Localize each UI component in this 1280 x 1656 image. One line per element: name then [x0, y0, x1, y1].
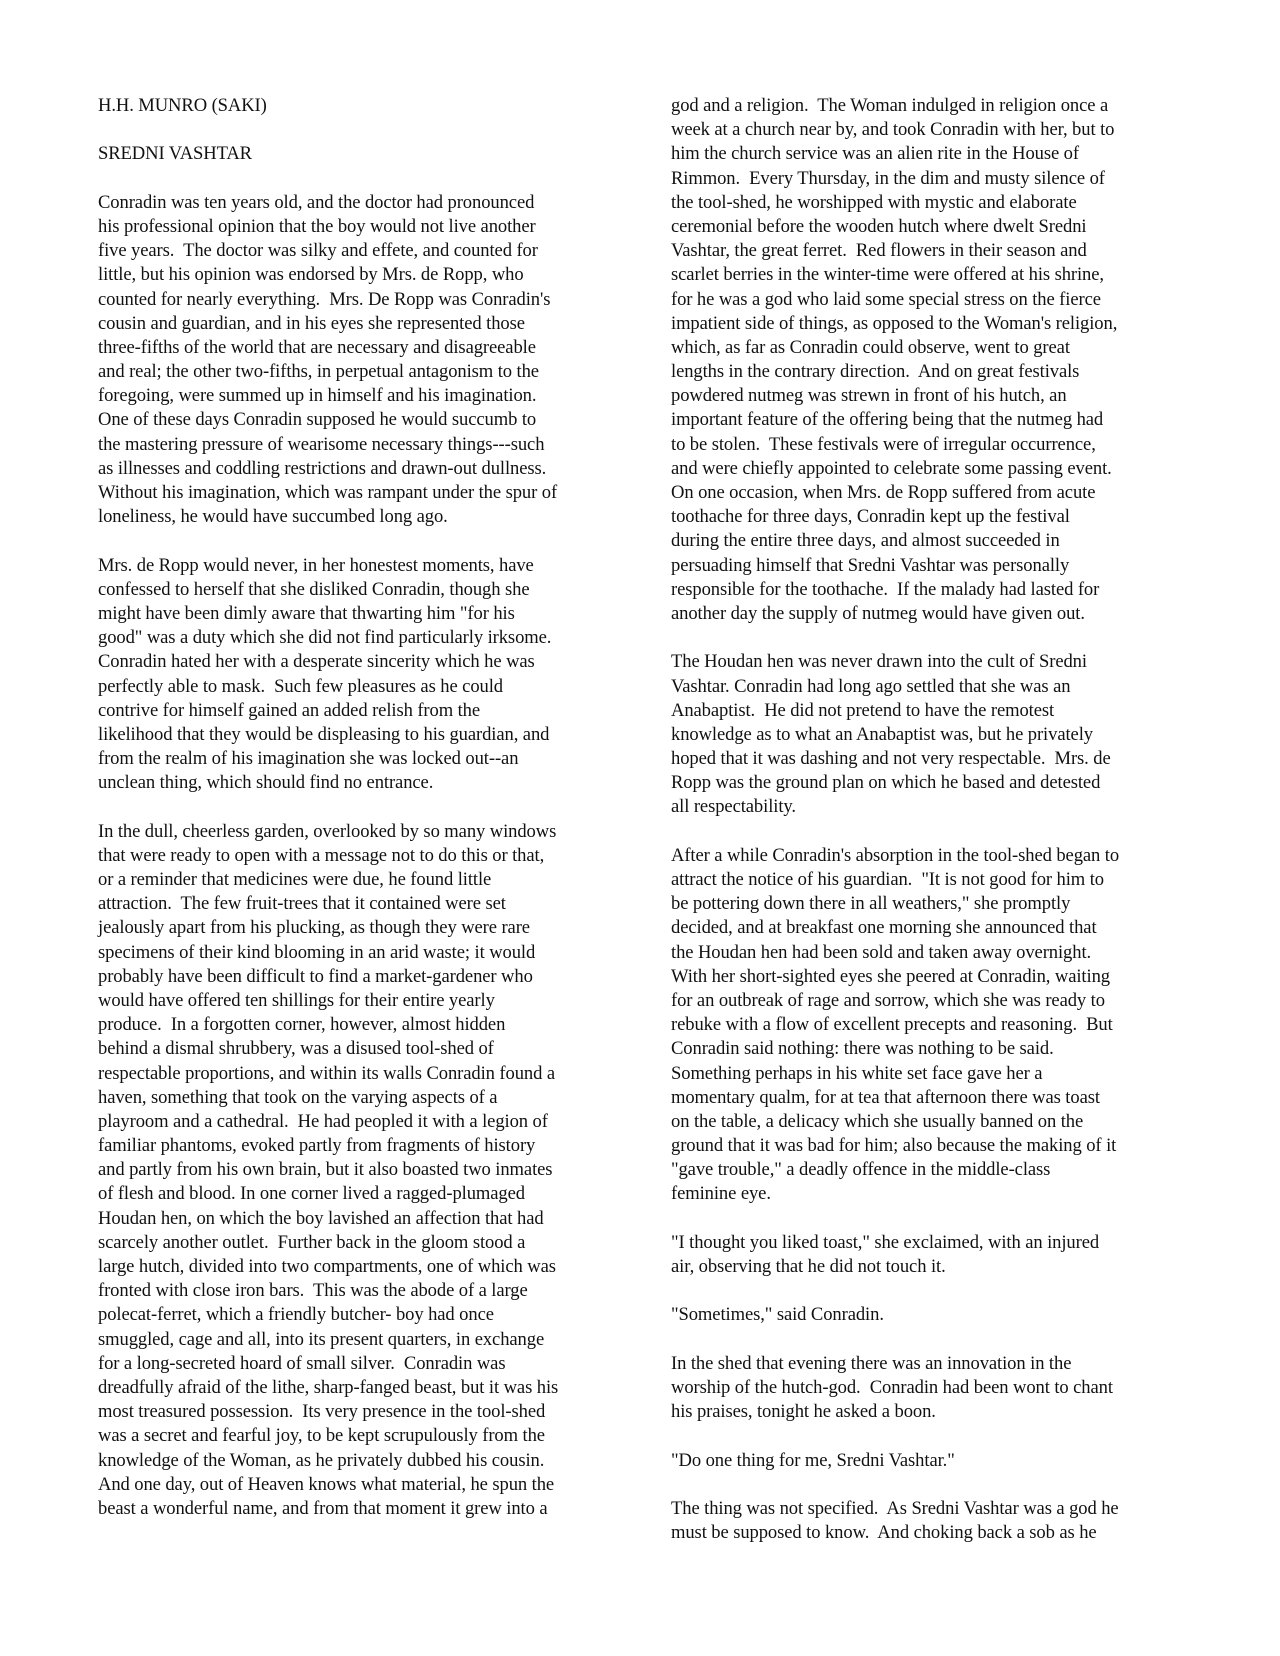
text-line: and partly from his own brain, but it also boasted two inmates: [98, 1159, 553, 1181]
paragraph: [671, 1497, 1191, 1545]
paragraph: [671, 650, 1191, 819]
text-line: on the table, a delicacy which she usually banned on the: [671, 1110, 1084, 1132]
text-line: decided, and at breakfast one morning she announced that: [671, 917, 1097, 939]
text-line: to be stolen. These festivals were of irregular occurrence,: [671, 433, 1096, 455]
text-line: One of these days Conradin supposed he would succumb to: [98, 409, 537, 431]
text-line: scarlet berries in the winter-time were offered at his shrine,: [671, 264, 1104, 286]
text-line: the tool-shed, he worshipped with mystic and elaborate: [671, 191, 1077, 213]
paragraph: [98, 820, 628, 1521]
text-line: ground that it was bad for him; also because the making of it: [671, 1135, 1117, 1157]
text-line: must be supposed to know. And choking back a sob as he: [671, 1522, 1097, 1544]
text-line: knowledge of the Woman, as he privately dubbed his cousin.: [98, 1449, 545, 1471]
paragraph-gap: [98, 529, 628, 553]
text-line: "gave trouble," a deadly offence in the middle-class: [671, 1159, 1051, 1181]
text-line: another day the supply of nutmeg would have given out.: [671, 602, 1085, 624]
text-line: feminine eye.: [671, 1183, 771, 1205]
paragraph: [671, 1303, 1191, 1327]
text-line: Vashtar, the great ferret. Red flowers in their season and: [671, 240, 1087, 262]
paragraph-gap: [671, 1328, 1191, 1352]
text-line: the Houdan hen had been sold and taken away overnight.: [671, 941, 1092, 963]
text-line: Anabaptist. He did not pretend to have the remotest: [671, 699, 1055, 721]
text-line: Ropp was the ground plan on which he based and detested: [671, 772, 1101, 794]
text-line: counted for nearly everything. Mrs. De Ropp was Conradin's: [98, 288, 551, 310]
text-line: "Do one thing for me, Sredni Vashtar.": [671, 1449, 955, 1471]
text-line: perfectly able to mask. Such few pleasures as he could: [98, 675, 503, 697]
text-line: polecat-ferret, which a friendly butcher- boy had once: [98, 1304, 494, 1326]
text-line: "Sometimes," said Conradin.: [671, 1304, 884, 1326]
text-line: behind a dismal shrubbery, was a disused tool-shed of: [98, 1038, 494, 1060]
paragraph-gap: [671, 1473, 1191, 1497]
right-column-body: [671, 94, 1191, 1545]
text-line: which, as far as Conradin could observe, went to great: [671, 336, 1070, 358]
text-line: unclean thing, which should find no entrance.: [98, 772, 434, 794]
text-line: impatient side of things, as opposed to the Woman's religion,: [671, 312, 1118, 334]
text-line: all respectability.: [671, 796, 796, 818]
text-line: was a secret and fearful joy, to be kept scrupulously from the: [98, 1425, 545, 1447]
text-line: good" was a duty which she did not find particularly irksome.: [98, 627, 552, 649]
text-line: be pottering down there in all weathers," she promptly: [671, 893, 1071, 915]
paragraph-gap: [671, 1279, 1191, 1303]
paragraph: [671, 1231, 1191, 1279]
text-line: most treasured possession. Its very presence in the tool-shed: [98, 1401, 546, 1423]
text-line: respectable proportions, and within its walls Conradin found a: [98, 1062, 556, 1084]
text-line: would have offered ten shillings for their entire yearly: [98, 989, 495, 1011]
text-line: and were chiefly appointed to celebrate some passing event.: [671, 457, 1112, 479]
text-line: familiar phantoms, evoked partly from fragments of history: [98, 1135, 536, 1157]
paragraph: [671, 1449, 1191, 1473]
text-line: On one occasion, when Mrs. de Ropp suffered from acute: [671, 482, 1096, 503]
text-line: and real; the other two-fifths, in perpetual antagonism to the: [98, 361, 539, 383]
text-line: god and a religion. The Woman indulged in religion once a: [671, 95, 1109, 116]
paragraph-gap: [98, 795, 628, 819]
author-line: H.H. MUNRO (SAKI): [98, 95, 267, 116]
text-line: dreadfully afraid of the lithe, sharp-fanged beast, but it was his: [98, 1376, 559, 1398]
text-line: him the church service was an alien rite in the House of: [671, 143, 1079, 165]
paragraph: [671, 94, 1191, 626]
text-line: persuading himself that Sredni Vashtar was personally: [671, 554, 1070, 576]
text-line: for a long-secreted hoard of small silver. Conradin was: [98, 1352, 506, 1374]
text-line: of flesh and blood. In one corner lived a ragged-plumaged: [98, 1183, 525, 1205]
paragraph: [671, 844, 1191, 1207]
text-line: Conradin hated her with a desperate sincerity which he was: [98, 651, 535, 673]
text-line: important feature of the offering being that the nutmeg had: [671, 409, 1104, 431]
text-line: cousin and guardian, and in his eyes she represented those: [98, 312, 525, 334]
text-line: Something perhaps in his white set face gave her a: [671, 1062, 1043, 1084]
text-line: week at a church near by, and took Conradin with her, but to: [671, 119, 1115, 141]
text-line: ceremonial before the wooden hutch where dwelt Sredni: [671, 215, 1087, 237]
text-line: playroom and a cathedral. He had peopled it with a legion of: [98, 1110, 548, 1132]
text-line: for he was a god who laid some special stress on the fierce: [671, 288, 1101, 310]
text-line: or a reminder that medicines were due, he found little: [98, 869, 492, 890]
text-line: large hutch, divided into two compartments, one of which was: [98, 1256, 556, 1277]
text-line: smuggled, cage and all, into its present quarters, in exchange: [98, 1328, 545, 1350]
text-line: Houdan hen, on which the boy lavished an affection that had: [98, 1207, 544, 1229]
text-line: And one day, out of Heaven knows what material, he spun the: [98, 1473, 555, 1495]
text-line: as illnesses and coddling restrictions and drawn-out dullness.: [98, 457, 547, 479]
text-line: air, observing that he did not touch it.: [671, 1256, 946, 1277]
paragraph: [98, 554, 628, 796]
left-column: [98, 94, 628, 1521]
paragraph-gap: [671, 626, 1191, 650]
text-line: haven, something that took on the varying aspects of a: [98, 1086, 498, 1108]
text-line: his professional opinion that the boy would not live another: [98, 215, 536, 237]
text-line: attraction. The few fruit-trees that it contained were set: [98, 893, 506, 915]
text-line: The thing was not specified. As Sredni Vashtar was a god he: [671, 1497, 1119, 1519]
text-line: powdered nutmeg was strewn in front of his hutch, an: [671, 385, 1067, 407]
text-line: confessed to herself that she disliked Conradin, though she: [98, 578, 530, 600]
text-line: jealously apart from his plucking, as though they were rare: [98, 917, 530, 939]
text-line: Without his imagination, which was rampant under the spur of: [98, 482, 558, 503]
paragraph: [98, 191, 628, 530]
paragraph-gap: [671, 1424, 1191, 1448]
text-line: In the dull, cheerless garden, overlooked by so many windows: [98, 820, 557, 842]
text-line: worship of the hutch-god. Conradin had been wont to chant: [671, 1376, 1113, 1398]
text-line: After a while Conradin's absorption in the tool-shed began to: [671, 844, 1120, 866]
spacer: [98, 118, 628, 142]
text-line: might have been dimly aware that thwarting him "for his: [98, 602, 515, 624]
text-line: the mastering pressure of wearisome necessary things---such: [98, 433, 545, 455]
spacer: [98, 167, 628, 191]
text-line: contrive for himself gained an added relish from the: [98, 699, 481, 721]
text-line: his praises, tonight he asked a boon.: [671, 1401, 936, 1423]
text-line: produce. In a forgotten corner, however, almost hidden: [98, 1014, 506, 1036]
text-line: rebuke with a flow of excellent precepts and reasoning. But: [671, 1014, 1113, 1036]
text-line: responsible for the toothache. If the malady had lasted for: [671, 578, 1100, 600]
text-line: momentary qualm, for at tea that afternoon there was toast: [671, 1086, 1100, 1108]
paragraph-gap: [671, 820, 1191, 844]
text-line: scarcely another outlet. Further back in the gloom stood a: [98, 1231, 526, 1253]
text-line: beast a wonderful name, and from that moment it grew into a: [98, 1497, 548, 1519]
text-line: fronted with close iron bars. This was the abode of a large: [98, 1280, 528, 1302]
text-line: five years. The doctor was silky and effete, and counted for: [98, 240, 538, 262]
text-line: little, but his opinion was endorsed by Mrs. de Ropp, who: [98, 264, 524, 286]
text-line: Conradin was ten years old, and the doctor had pronounced: [98, 191, 535, 213]
text-line: from the realm of his imagination she was locked out--an: [98, 748, 519, 770]
text-line: Conradin said nothing: there was nothing to be said.: [671, 1038, 1054, 1060]
text-line: foregoing, were summed up in himself and his imagination.: [98, 385, 537, 407]
text-line: "I thought you liked toast," she exclaimed, with an injured: [671, 1231, 1100, 1253]
text-line: toothache for three days, Conradin kept up the festival: [671, 506, 1070, 528]
text-line: likelihood that they would be displeasing to his guardian, and: [98, 723, 550, 745]
text-line: hoped that it was dashing and not very respectable. Mrs. de: [671, 748, 1111, 770]
left-column-body: [98, 191, 628, 1521]
text-line: for an outbreak of rage and sorrow, which she was ready to: [671, 989, 1105, 1011]
text-line: Rimmon. Every Thursday, in the dim and musty silence of: [671, 167, 1105, 189]
text-line: In the shed that evening there was an innovation in the: [671, 1352, 1072, 1374]
text-line: specimens of their kind blooming in an arid waste; it would: [98, 941, 536, 963]
text-line: during the entire three days, and almost succeeded in: [671, 530, 1060, 552]
text-line: With her short-sighted eyes she peered at Conradin, waiting: [671, 965, 1110, 987]
right-column: [671, 94, 1191, 1545]
text-line: The Houdan hen was never drawn into the cult of Sredni: [671, 651, 1087, 673]
paragraph: [671, 1352, 1191, 1425]
text-line: Mrs. de Ropp would never, in her honestest moments, have: [98, 554, 534, 576]
paragraph-gap: [671, 1207, 1191, 1231]
text-line: probably have been difficult to find a market-gardener who: [98, 965, 533, 987]
text-line: loneliness, he would have succumbed long ago.: [98, 506, 448, 528]
story-title: SREDNI VASHTAR: [98, 143, 252, 165]
text-line: Vashtar. Conradin had long ago settled that she was an: [671, 675, 1071, 697]
text-line: three-fifths of the world that are necessary and disagreeable: [98, 336, 536, 358]
text-line: lengths in the contrary direction. And on great festivals: [671, 361, 1080, 383]
text-line: knowledge as to what an Anabaptist was, but he privately: [671, 723, 1093, 745]
text-line: that were ready to open with a message not to do this or that,: [98, 844, 545, 866]
text-line: attract the notice of his guardian. "It is not good for him to: [671, 869, 1104, 890]
